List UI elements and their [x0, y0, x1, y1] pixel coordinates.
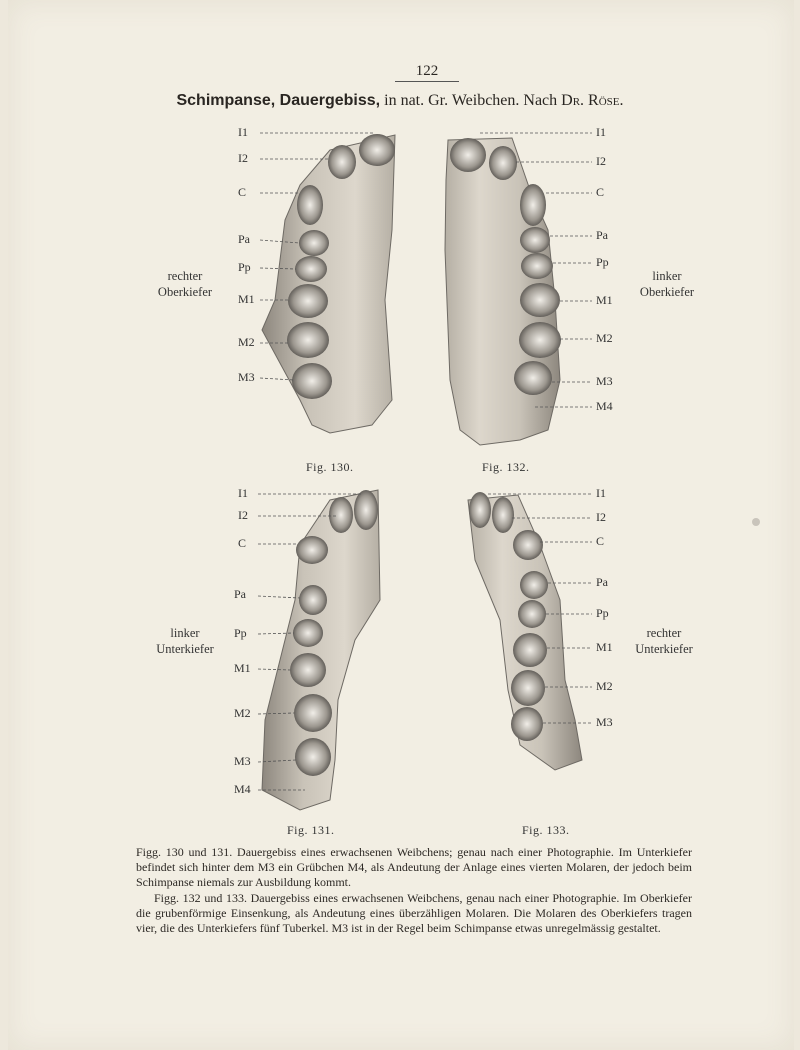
caption-paragraph-2: Figg. 132 und 133. Dauergebiss eines erwachsenen Weibchens, genau nach einer Photographie. Im Oberkiefer die grubenförmige Einsenkung, als Andeutung eines überzähligen Molaren. Die Molaren des Oberkiefers tragen vier, die des Unterkiefers fünf Tuberkel. M3 ist in der Regel beim Schimpanse etwas unregelmässig gestaltet. [136, 890, 692, 936]
page-number: 122 [395, 63, 459, 82]
label-fig133-pa: Pa [596, 575, 608, 589]
label-fig130-pp: Pp [238, 260, 251, 274]
label-fig130-pa: Pa [238, 232, 250, 246]
label-fig130-m2: M2 [238, 335, 255, 349]
label-fig133-m2: M2 [596, 679, 613, 693]
label-fig133-i2: I2 [596, 510, 606, 524]
label-fig132-pa: Pa [596, 228, 608, 242]
tooth-incisor-2 [328, 145, 356, 179]
tooth-canine [520, 184, 546, 226]
label-fig131-c: C [238, 536, 247, 550]
label-fig132-pp: Pp [596, 255, 609, 269]
tooth-incisor-2 [489, 146, 517, 180]
label-fig133-m1: M1 [596, 640, 613, 654]
side-label-upper-right: linker Oberkiefer [639, 269, 695, 299]
label-fig130-c: C [238, 185, 247, 199]
side-label-lower-right: rechter Unterkiefer [635, 626, 693, 656]
fig133-label: Fig. 133. [522, 823, 570, 837]
tooth-molar-2 [294, 694, 332, 732]
title-rest: in nat. Gr. Weibchen. Nach [380, 92, 562, 109]
label-fig131-pa: Pa [234, 587, 246, 601]
tooth-molar-1 [520, 283, 560, 317]
tooth-premolar-a [299, 230, 329, 256]
tooth-canine [296, 536, 328, 564]
fig130-maxilla [262, 134, 395, 433]
label-fig131-m2: M2 [234, 706, 251, 720]
tooth-molar-1 [513, 633, 547, 667]
tooth-premolar-p [293, 619, 323, 647]
label-fig130-i1: I1 [238, 125, 248, 139]
tooth-molar-2 [287, 322, 329, 358]
label-fig132-m3: M3 [596, 374, 613, 388]
label-fig132-m2: M2 [596, 331, 613, 345]
fig131-mandible [262, 490, 380, 810]
side-label-upper-left: rechter Oberkiefer [157, 269, 213, 299]
tooth-incisor-2 [329, 497, 353, 533]
tooth-canine [297, 185, 323, 225]
side-label-lower-left: linker Unterkiefer [156, 626, 214, 656]
figure-description [136, 845, 692, 936]
label-fig131-i2: I2 [238, 508, 248, 522]
label-fig131-m4: M4 [234, 782, 251, 796]
label-fig130-m1: M1 [238, 292, 255, 306]
fig131-label: Fig. 131. [287, 823, 335, 837]
tooth-molar-3 [511, 707, 543, 741]
label-fig132-i2: I2 [596, 154, 606, 168]
fig130-label: Fig. 130. [306, 460, 354, 474]
caption-paragraph-1: Figg. 130 und 131. Dauergebiss eines erwachsenen Weibchens; genau nach einer Photographie. Im Unterkiefer befindet sich hinter dem M3 ein Grübchen M4, als Andeutung der Anlage eines vierten Molaren, der jedoch beim Schimpanse niemals zur Ausbildung kommt. [136, 845, 692, 890]
tooth-premolar-p [518, 600, 546, 628]
tooth-molar-3 [295, 738, 331, 776]
label-fig130-i2: I2 [238, 151, 248, 165]
label-fig132-c: C [596, 185, 605, 199]
tooth-premolar-a [520, 227, 550, 253]
label-fig131-m1: M1 [234, 661, 251, 675]
tooth-molar-3 [292, 363, 332, 399]
label-fig132-m4: M4 [596, 399, 613, 413]
label-fig133-m3: M3 [596, 715, 613, 729]
tooth-canine [513, 530, 543, 560]
tooth-incisor-1 [469, 492, 491, 528]
tooth-molar-2 [519, 322, 561, 358]
tooth-molar-3 [514, 361, 552, 395]
tooth-premolar-p [521, 253, 553, 279]
label-fig131-pp: Pp [234, 626, 247, 640]
tooth-molar-1 [290, 653, 326, 687]
tooth-incisor-1 [354, 490, 378, 530]
tooth-premolar-a [299, 585, 327, 615]
tooth-molar-1 [288, 284, 328, 318]
fig133-mandible [468, 492, 582, 770]
title-bold: Schimpanse, Dauergebiss, [176, 92, 381, 109]
tooth-incisor-2 [492, 497, 514, 533]
label-fig132-m1: M1 [596, 293, 613, 307]
tooth-incisor-1 [450, 138, 486, 172]
label-fig133-pp: Pp [596, 606, 609, 620]
label-fig132-i1: I1 [596, 125, 606, 139]
label-fig130-m3: M3 [238, 370, 255, 384]
label-fig131-i1: I1 [238, 486, 248, 500]
label-fig133-c: C [596, 534, 605, 548]
label-fig133-i1: I1 [596, 486, 606, 500]
tooth-premolar-a [520, 571, 548, 599]
fig132-label: Fig. 132. [482, 460, 530, 474]
label-fig131-m3: M3 [234, 754, 251, 768]
title-author: Dr. Röse. [561, 92, 624, 109]
tooth-molar-2 [511, 670, 545, 706]
tooth-premolar-p [295, 256, 327, 282]
tooth-incisor-1 [359, 134, 395, 166]
fig132-maxilla [445, 138, 561, 445]
